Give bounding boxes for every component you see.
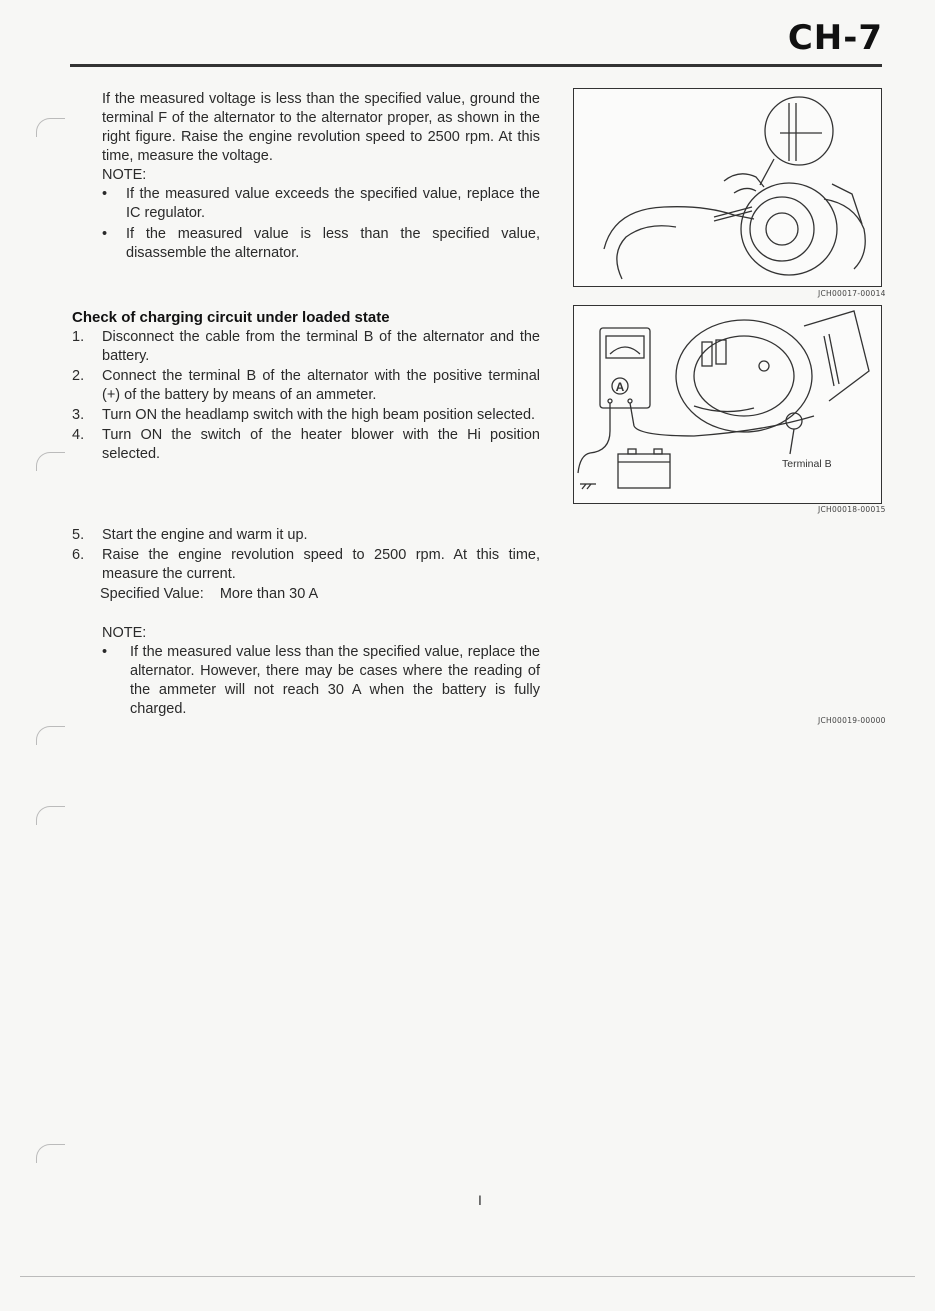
figure-code: JCH00019-00000 [818, 716, 886, 725]
steps-list [72, 526, 540, 584]
step-text: Turn ON the switch of the heater blower with the Hi position selected. [102, 427, 540, 462]
step-item [72, 546, 540, 584]
bottom-rule [20, 1276, 915, 1277]
binder-hole-mark [36, 118, 65, 137]
intro-block [102, 90, 540, 265]
intro-paragraph: If the measured voltage is less than the specified value, ground the terminal F of the alternator to the alternator proper, as shown in the right figure. Raise the engine revolution speed to 2500 rpm. At this time, measure the voltage. [102, 91, 540, 164]
header-rule [70, 64, 882, 67]
binder-hole-mark [36, 452, 65, 471]
binder-hole-mark [36, 726, 65, 745]
step-number: 4. [72, 427, 85, 443]
ammeter-symbol: A [615, 380, 625, 394]
note-label: NOTE: [102, 167, 147, 183]
step-number: 1. [72, 329, 85, 345]
note-block [102, 624, 540, 721]
note-list [102, 643, 540, 719]
spec-label: Specified Value: [100, 586, 204, 602]
step-number: 6. [72, 547, 85, 563]
step-item [72, 328, 540, 366]
section-block-continued [72, 526, 540, 604]
step-text: Connect the terminal B of the alternator with the positive terminal (+) of the battery by means of an ammeter. [102, 368, 540, 403]
figure-code: JCH00018-00015 [818, 505, 886, 514]
terminal-b-label: Terminal B [782, 458, 832, 470]
step-number: 5. [72, 527, 85, 543]
specified-value [72, 585, 540, 604]
section-title: Check of charging circuit under loaded state [72, 309, 390, 326]
step-item [72, 367, 540, 405]
note-label: NOTE: [102, 625, 147, 641]
note-bullet: • If the measured value exceeds the specified value, replace the IC regulator. [102, 185, 540, 223]
step-number: 2. [72, 368, 85, 384]
section-block [72, 308, 540, 465]
step-item [72, 406, 540, 425]
note-list [102, 185, 540, 263]
note-bullet: • If the measured value is less than the specified value, disassemble the alternator. [102, 225, 540, 263]
note-bullet: • If the measured value less than the specified value, replace the alternator. However, there may be cases where the reading of the ammeter will not reach 30 A when the battery is fully charged. [102, 643, 540, 719]
step-text: Disconnect the cable from the terminal B of the alternator and the battery. [102, 329, 540, 364]
figure-grounding-terminal [573, 88, 882, 287]
step-item [72, 526, 540, 545]
step-text: Turn ON the headlamp switch with the high beam position selected. [102, 407, 536, 423]
step-item [72, 426, 540, 464]
binder-hole-mark [36, 806, 65, 825]
page-code: CH-7 [787, 18, 883, 58]
steps-list [72, 328, 540, 464]
page-number: I [478, 1192, 482, 1208]
ammeter-circuit-illustration [574, 306, 881, 503]
step-number: 3. [72, 407, 85, 423]
figure-ammeter-circuit [573, 305, 882, 504]
step-text: Raise the engine revolution speed to 2500 rpm. At this time, measure the current. [102, 547, 540, 582]
step-text: Start the engine and warm it up. [102, 527, 308, 543]
spec-value: More than 30 A [219, 586, 319, 602]
binder-hole-mark [36, 1144, 65, 1163]
alternator-grounding-illustration [574, 89, 881, 286]
figure-code: JCH00017-00014 [818, 289, 886, 298]
